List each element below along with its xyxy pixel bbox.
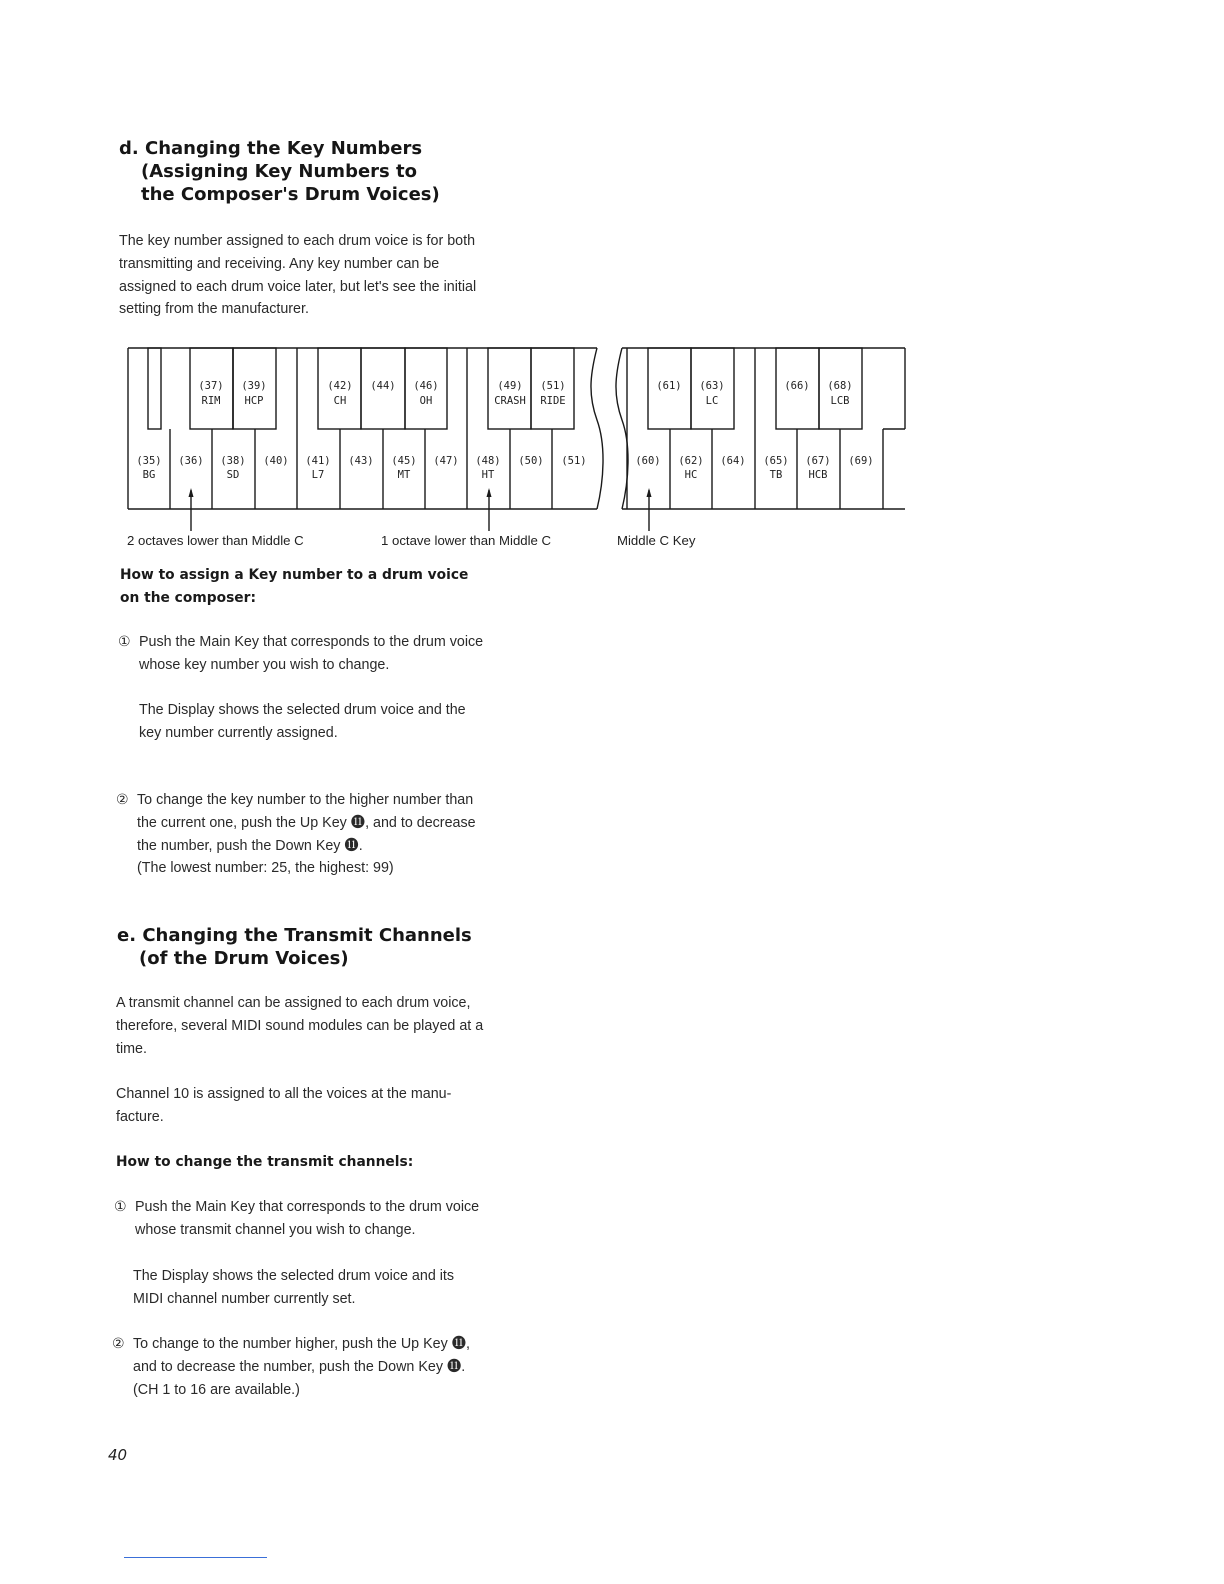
black-key-voice: CRASH [494, 395, 526, 407]
caption-middle-c-key: Middle C Key [617, 533, 696, 548]
white-key-number: (35) [136, 455, 162, 467]
how-to-change-channel-title: How to change the transmit channels: [116, 1154, 414, 1170]
section-d-intro: The key number assigned to each drum voice is for both transmitting and receiving. Any key number can be assigned to each drum voice later, but let's see the initial setting from the manufacturer. [119, 233, 477, 318]
channel-step-1 [114, 1196, 486, 1242]
channel-step-2 [112, 1333, 486, 1401]
heading-line: (of the Drum Voices) [139, 948, 349, 969]
white-key-number: (60) [635, 455, 661, 467]
step-text: Push the Main Key that corresponds to the drum voice whose transmit channel you wish to change. [135, 1199, 480, 1238]
white-key-voice: HC [684, 469, 698, 481]
black-key-number: (63) [699, 380, 725, 392]
key-step-2 [116, 789, 488, 857]
caption-two-octaves-lower: 2 octaves lower than Middle C [127, 533, 304, 548]
white-key-number: (41) [305, 455, 331, 467]
white-key-number: (45) [391, 455, 417, 467]
section-e-para2: Channel 10 is assigned to all the voices at the manu-facture. [116, 1086, 452, 1125]
black-key-number: (66) [784, 380, 810, 392]
black-key-number: (37) [198, 380, 224, 392]
white-key-voice: MT [397, 469, 411, 481]
step-text: To change the key number to the higher number than the current one, push the Up Key ⓫, and to decrease the number, push the Down Key ⓫. [137, 792, 476, 854]
footer-rule [124, 1557, 267, 1558]
how-to-assign-key-title: How to assign a Key number to a drum voice on the composer: [120, 567, 469, 606]
white-key-number: (62) [678, 455, 704, 467]
black-key-number: (44) [370, 380, 396, 392]
black-key-voice: OH [419, 395, 433, 407]
white-key-voice: HT [481, 469, 495, 481]
white-key-number: (47) [433, 455, 459, 467]
page-number: 40 [108, 1446, 128, 1464]
white-key-voice: SD [226, 469, 240, 481]
black-key-number: (42) [327, 380, 353, 392]
key-step-1-note: The Display shows the selected drum voice and the key number currently assigned. [139, 702, 466, 741]
white-key-voice: HCB [808, 469, 828, 481]
white-key-number: (50) [518, 455, 544, 467]
black-key-voice: RIM [201, 395, 221, 407]
channel-step-1-note: The Display shows the selected drum voice and its MIDI channel number currently set. [133, 1268, 455, 1307]
white-key-number: (40) [263, 455, 289, 467]
white-key-number: (36) [178, 455, 204, 467]
black-key-number: (51) [540, 380, 566, 392]
step-number: ② [116, 792, 129, 808]
heading-line: the Composer's Drum Voices) [141, 184, 440, 205]
step-number: ② [112, 1336, 125, 1352]
black-key-number: (46) [413, 380, 439, 392]
section-e-heading [117, 924, 472, 970]
drum-key-assignment-diagram [100, 340, 915, 555]
white-key-number: (38) [220, 455, 246, 467]
step-number: ① [118, 634, 131, 650]
step-text: Push the Main Key that corresponds to the drum voice whose key number you wish to change. [139, 634, 484, 673]
white-key-number: (69) [848, 455, 874, 467]
black-key-voice: CH [333, 395, 347, 407]
section-e-para1: A transmit channel can be assigned to each drum voice, therefore, several MIDI sound modules can be played at a time. [116, 995, 484, 1057]
black-key-voice: LC [705, 395, 719, 407]
white-key-number: (43) [348, 455, 374, 467]
white-key-number: (67) [805, 455, 831, 467]
section-d-heading [119, 137, 440, 206]
heading-line: d. Changing the Key Numbers [119, 138, 423, 159]
black-key-number: (39) [241, 380, 267, 392]
white-key-voice: L7 [311, 469, 325, 481]
black-key-number: (61) [656, 380, 682, 392]
white-key-number: (48) [475, 455, 501, 467]
white-key-number: (51) [561, 455, 587, 467]
white-key-voice: TB [769, 469, 783, 481]
black-key-voice: HCP [244, 395, 264, 407]
key-range-note: (The lowest number: 25, the highest: 99) [137, 860, 394, 876]
black-key-number: (68) [827, 380, 853, 392]
key-step-1 [118, 631, 488, 677]
step-number: ① [114, 1199, 127, 1215]
white-key-number: (64) [720, 455, 746, 467]
heading-line: (Assigning Key Numbers to [141, 161, 417, 182]
black-key-voice: RIDE [540, 395, 566, 407]
heading-line: e. Changing the Transmit Channels [117, 925, 472, 946]
white-key-voice: BG [142, 469, 156, 481]
white-key-number: (65) [763, 455, 789, 467]
caption-one-octave-lower: 1 octave lower than Middle C [381, 533, 552, 548]
step-text: To change to the number higher, push the Up Key ⓫, and to decrease the number, push the Down Key ⓫. (CH 1 to 16 are available.) [133, 1336, 470, 1398]
black-key-voice: LCB [830, 395, 850, 407]
black-key-number: (49) [497, 380, 523, 392]
